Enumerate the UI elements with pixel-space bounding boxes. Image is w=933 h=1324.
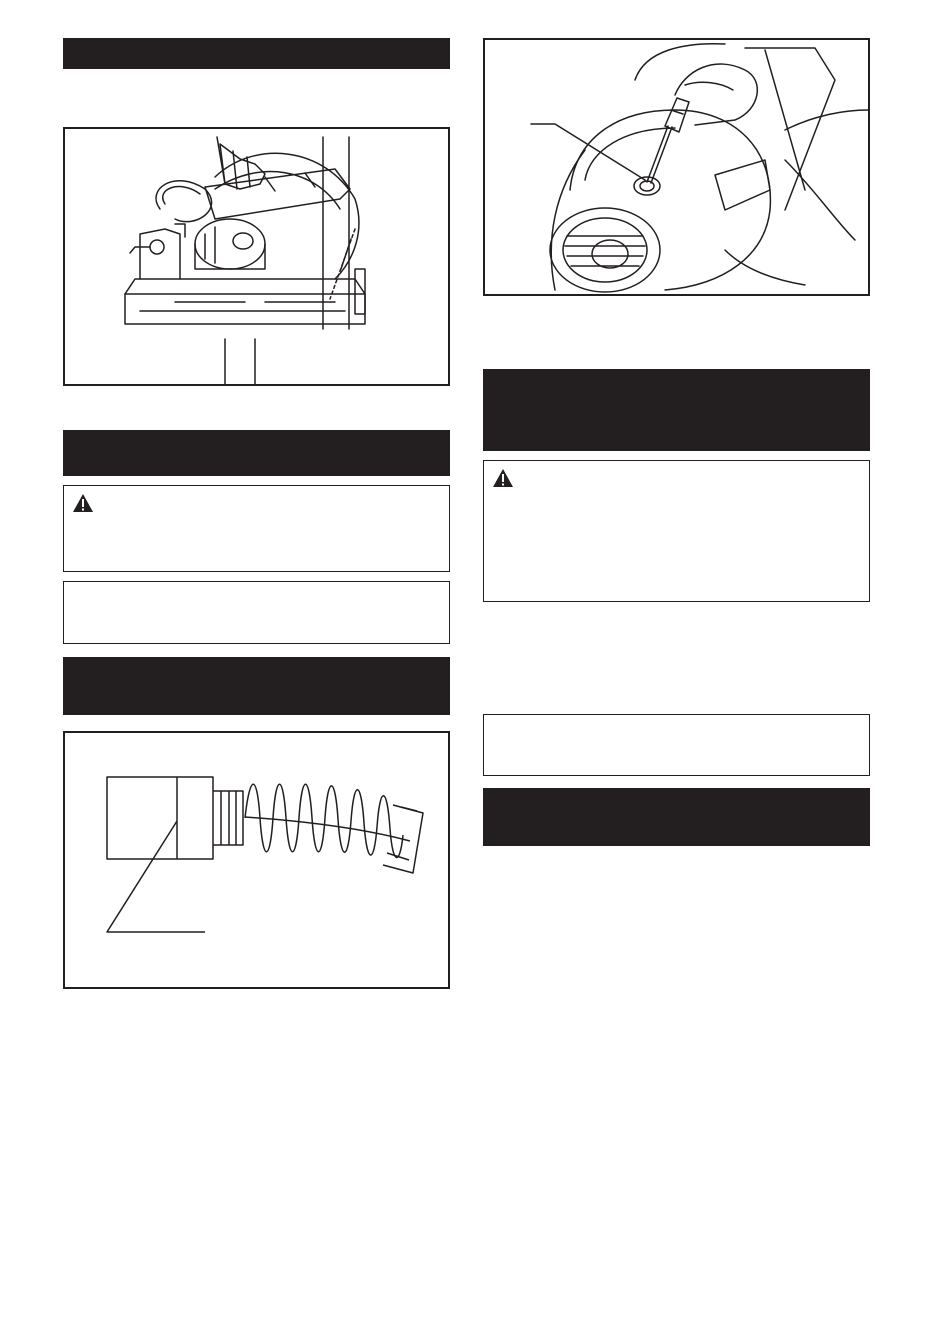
warning-icon <box>72 493 94 513</box>
notice-box-after-use <box>483 714 870 776</box>
warning-icon <box>492 468 514 488</box>
section-bar-after-use <box>483 369 870 451</box>
notice-box-maintenance <box>63 581 450 644</box>
brush-holder-cap-illustration <box>485 40 868 294</box>
figure-brush-holder-cap <box>483 38 870 296</box>
figure-carbon-brush <box>63 731 450 989</box>
carbon-brush-illustration <box>65 733 448 987</box>
carrying-tool-illustration <box>65 129 448 384</box>
warning-box-maintenance <box>63 485 450 572</box>
warning-box-after-use <box>483 460 870 602</box>
section-bar-transport <box>63 38 450 69</box>
figure-carrying-tool <box>63 127 450 386</box>
section-bar-maintenance <box>63 430 450 476</box>
section-bar-optional-accessories <box>483 788 870 846</box>
section-bar-carbon-brushes <box>63 657 450 715</box>
